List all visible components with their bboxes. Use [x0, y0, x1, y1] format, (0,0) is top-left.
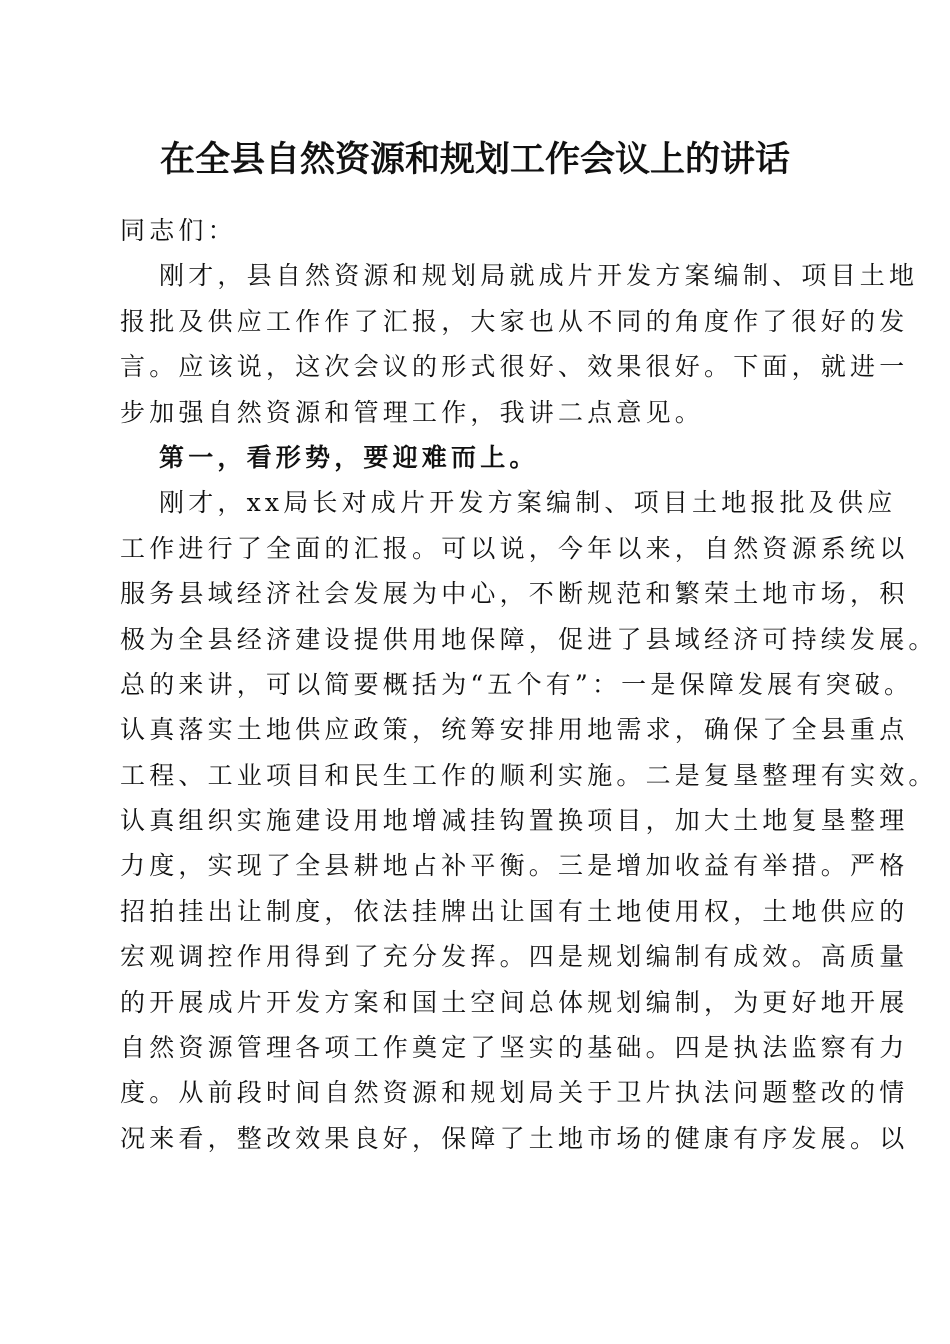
paragraph-line: 招拍挂出让制度，依法挂牌出让国有土地使用权，土地供应的	[120, 896, 909, 926]
section-heading: 第一，看形势，要迎难而上。	[159, 442, 539, 472]
paragraph-line: 度。从前段时间自然资源和规划局关于卫片执法问题整改的情	[120, 1078, 909, 1108]
paragraph-line: 宏观调控作用得到了充分发挥。四是规划编制有成效。高质量	[120, 942, 909, 972]
paragraph-line: 工作进行了全面的汇报。可以说，今年以来，自然资源系统以	[120, 533, 909, 563]
paragraph-line: 刚才，xx局长对成片开发方案编制、项目土地报批及供应	[159, 488, 897, 518]
document-body	[120, 208, 938, 1161]
paragraph-line: 报批及供应工作作了汇报，大家也从不同的角度作了很好的发	[120, 306, 909, 336]
page-title: 在全县自然资源和规划工作会议上的讲话	[159, 139, 790, 180]
paragraph-line: 工程、工业项目和民生工作的顺利实施。二是复垦整理有实效。	[120, 760, 938, 790]
paragraph-line: 总的来讲，可以简要概括为“五个有”：一是保障发展有突破。	[120, 669, 914, 699]
paragraph-line: 的开展成片开发方案和国土空间总体规划编制，为更好地开展	[120, 987, 909, 1017]
paragraph-line: 认真落实土地供应政策，统筹安排用地需求，确保了全县重点	[120, 715, 909, 745]
paragraph-line: 力度，实现了全县耕地占补平衡。三是增加收益有举措。严格	[120, 851, 909, 881]
salutation: 同志们：	[120, 216, 237, 245]
paragraph-line: 服务县域经济社会发展为中心，不断规范和繁荣土地市场，积	[120, 579, 909, 609]
paragraph-line: 自然资源管理各项工作奠定了坚实的基础。四是执法监察有力	[120, 1033, 909, 1063]
paragraph-line: 言。应该说，这次会议的形式很好、效果很好。下面，就进一	[120, 352, 909, 382]
paragraph-line: 步加强自然资源和管理工作，我讲二点意见。	[120, 397, 705, 427]
paragraph-line: 况来看，整改效果良好，保障了土地市场的健康有序发展。以	[120, 1123, 909, 1153]
paragraph-line: 极为全县经济建设提供用地保障，促进了县域经济可持续发展。	[120, 624, 938, 654]
paragraph-line: 认真组织实施建设用地增减挂钩置换项目，加大土地复垦整理	[120, 806, 909, 836]
paragraph-line: 刚才，县自然资源和规划局就成片开发方案编制、项目土地	[159, 261, 919, 291]
